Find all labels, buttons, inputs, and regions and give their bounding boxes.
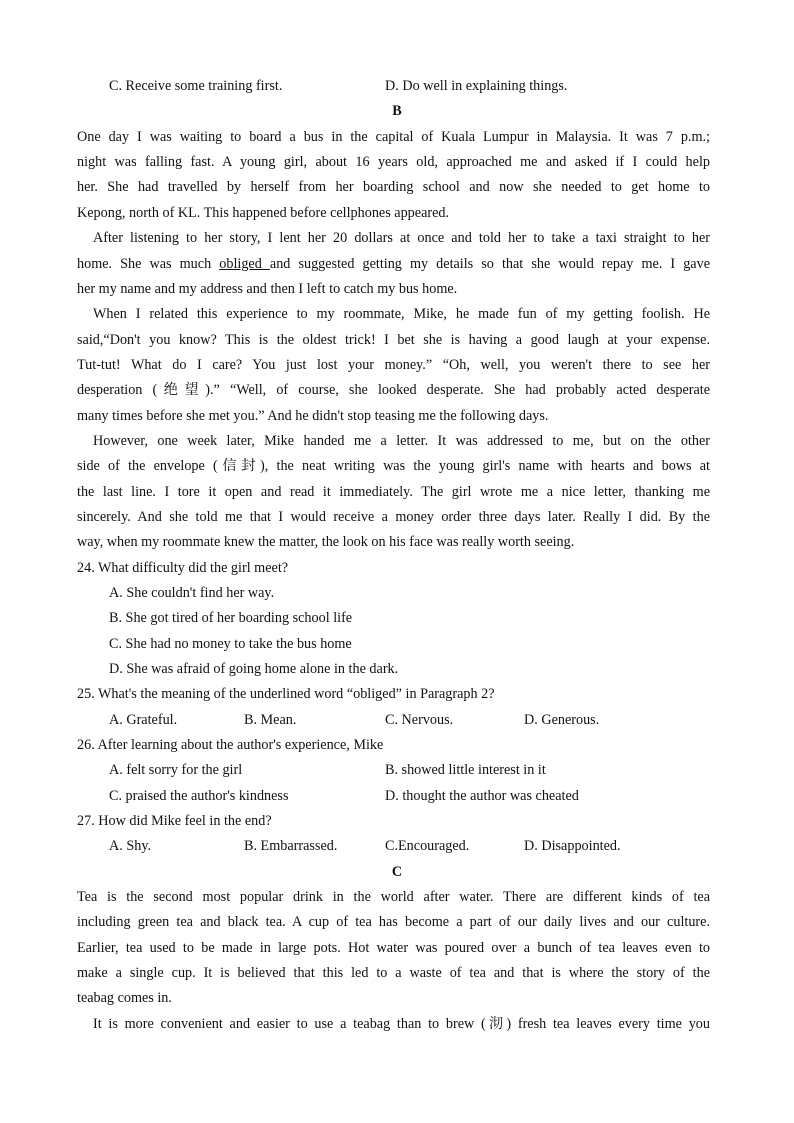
passage-c-line: including green tea and black tea. A cup of tea has become a part of our daily lives and our culture.: [77, 914, 710, 930]
question-24-option-d: D. She was afraid of going home alone in the dark.: [109, 661, 399, 677]
passage-b-line: night was falling fast. A young girl, about 16 years old, approached me and asked if I could help: [77, 154, 710, 170]
passage-b-line: the last line. I tore it open and read it immediately. The girl wrote me a nice letter, thanking me: [77, 484, 710, 500]
question-25-option-b: B. Mean.: [244, 712, 297, 728]
section-c-heading: C: [391, 864, 403, 880]
question-25-option-c: C. Nervous.: [385, 712, 454, 728]
passage-c-line: It is more convenient and easier to use a teabag than to brew (沏) fresh tea leaves every time you: [93, 1016, 710, 1032]
option-d-explaining: D. Do well in explaining things.: [385, 78, 568, 94]
passage-b-line: sincerely. And she told me that I would receive a money order three days later. Really I did. By the: [77, 509, 710, 525]
question-24-option-b: B. She got tired of her boarding school life: [109, 610, 353, 626]
passage-b-line: her. She had travelled by herself from her boarding school and now she needed to get home to: [77, 179, 710, 195]
question-26-stem: 26. After learning about the author's experience, Mike: [77, 737, 384, 753]
passage-b-line: way, when my roommate knew the matter, the look on his face was really worth seeing.: [77, 534, 575, 550]
option-c-receive-training: C. Receive some training first.: [109, 78, 283, 94]
question-26-option-c: C. praised the author's kindness: [109, 788, 289, 804]
question-27-option-c: C.Encouraged.: [385, 838, 470, 854]
passage-b-line: When I related this experience to my roommate, Mike, he made fun of my getting foolish. He: [93, 306, 710, 322]
question-24-option-c: C. She had no money to take the bus home: [109, 636, 352, 652]
question-25-option-d: D. Generous.: [524, 712, 600, 728]
question-24-option-a: A. She couldn't find her way.: [109, 585, 275, 601]
underlined-word-obliged: obliged: [219, 256, 270, 272]
passage-b-line: her my name and my address and then I left to catch my bus home.: [77, 281, 458, 297]
text-segment: home. She was much: [77, 256, 220, 272]
question-25-stem: 25. What's the meaning of the underlined word “obliged” in Paragraph 2?: [77, 686, 495, 702]
passage-b-line: many times before she met you.” And he didn't stop teasing me the following days.: [77, 408, 549, 424]
question-25-option-a: A. Grateful.: [109, 712, 178, 728]
question-27-option-b: B. Embarrassed.: [244, 838, 338, 854]
passage-b-line: One day I was waiting to board a bus in the capital of Kuala Lumpur in Malaysia. It was 7 p.m.;: [77, 129, 710, 145]
passage-b-line: said,“Don't you know? This is the oldest trick! I bet she is having a good laugh at your expense.: [77, 332, 710, 348]
passage-b-line: After listening to her story, I lent her 20 dollars at once and told her to take a taxi straight to her: [93, 230, 710, 246]
passage-c-line: teabag comes in.: [77, 990, 172, 1006]
passage-c-line: make a single cup. It is believed that this led to a waste of tea and that is where the story of the: [77, 965, 710, 981]
passage-b-line: Kepong, north of KL. This happened before cellphones appeared.: [77, 205, 450, 221]
passage-b-line: Tut-tut! What do I care? You just lost your money.” “Oh, well, you weren't there to see her: [77, 357, 710, 373]
passage-b-line: desperation (绝望).” “Well, of course, she looked desperate. She had probably acted desperate: [77, 382, 710, 398]
passage-c-line: Tea is the second most popular drink in the world after water. There are different kinds of tea: [77, 889, 710, 905]
passage-c-line: Earlier, tea used to be made in large pots. Hot water was poured over a bunch of tea leaves even to: [77, 940, 710, 956]
question-26-option-d: D. thought the author was cheated: [385, 788, 579, 804]
question-27-option-a: A. Shy.: [109, 838, 152, 854]
passage-b-line-obliged: [77, 254, 710, 274]
question-26-option-b: B. showed little interest in it: [385, 762, 546, 778]
question-24-stem: 24. What difficulty did the girl meet?: [77, 560, 289, 576]
passage-b-line: side of the envelope (信封), the neat writing was the young girl's name with hearts and bows at: [77, 458, 710, 474]
question-26-option-a: A. felt sorry for the girl: [109, 762, 243, 778]
passage-b-line: However, one week later, Mike handed me a letter. It was addressed to me, but on the other: [93, 433, 710, 449]
question-27-stem: 27. How did Mike feel in the end?: [77, 813, 272, 829]
question-27-option-d: D. Disappointed.: [524, 838, 621, 854]
text-segment: and suggested getting my details so that she would repay me. I gave: [269, 256, 710, 272]
section-b-heading: B: [392, 103, 402, 119]
